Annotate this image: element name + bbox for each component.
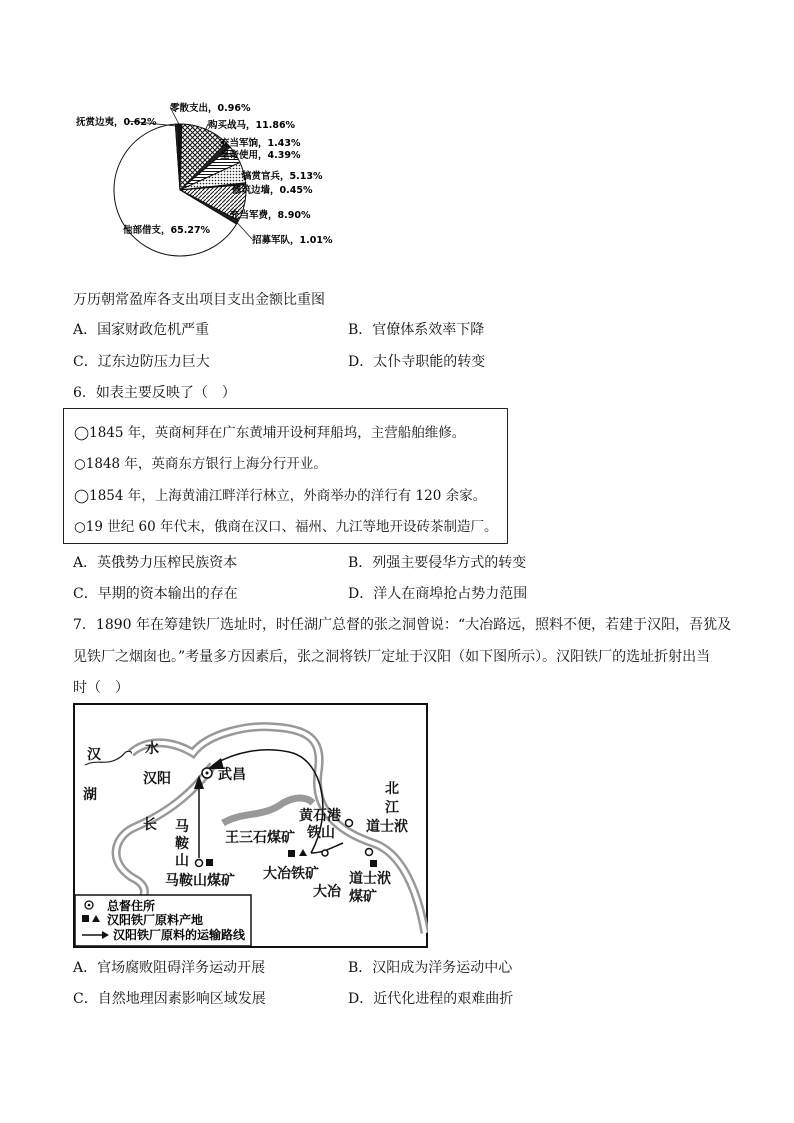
q7-stem-line-1: 7．1890 年在筹建铁厂选址时，时任湖广总督的张之洞曾说：“大冶路远，照料不便，若建于汉阳，吾犹及: [73, 617, 732, 633]
pie-chart: [70, 95, 370, 265]
pie-label-lingsan: 零散支出，0.96%: [170, 103, 251, 114]
map-label-shui: 水: [145, 741, 159, 757]
q7-option-a[interactable]: A．官场腐败阻碍洋务运动开展: [73, 960, 266, 976]
pie-label-zhaomu: 招募军队，1.01%: [252, 235, 333, 246]
q6-stem: 6．如表主要反映了（ ）: [73, 385, 236, 401]
q6-table-box: [63, 408, 508, 544]
map-label-daoshifu-mine-2: 煤矿: [349, 889, 377, 905]
map-label-hanyang: 汉阳: [143, 771, 171, 787]
map-label-bei: 北: [385, 781, 399, 797]
map-label-hu: 湖: [83, 787, 97, 803]
pie-label-tabu: 他部借支，65.27%: [123, 225, 211, 236]
q5-option-c[interactable]: C．辽东边防压力巨大: [73, 354, 210, 370]
legend-mine-label: 汉阳铁厂原料产地: [107, 913, 204, 927]
map-label-shan: 山: [175, 853, 189, 869]
q7-option-c[interactable]: C．自然地理因素影响区域发展: [73, 991, 266, 1007]
q7-option-b[interactable]: B．汉阳成为洋务运动中心: [348, 960, 513, 976]
map-label-chang: 长: [143, 817, 157, 833]
pie-label-xiuzhu: 修筑边墙，0.45%: [232, 185, 313, 196]
daoshifu-city-icon: [366, 849, 373, 856]
huangshigang-city-icon: [346, 820, 353, 827]
pie-label-chongdang-junfei: 充当军费，8.90%: [230, 210, 311, 221]
q6-option-d[interactable]: D．洋人在商埠抢占势力范围: [348, 586, 528, 602]
hanyang-map: [73, 703, 428, 948]
q7-stem-line-2: 见铁厂之烟囱也。”考量多方因素后，张之洞将铁厂定址于汉阳（如下图所示）。汉阳铁厂的选址折射出当: [73, 649, 711, 665]
map-label-daoshifu-mine-1: 道士洑: [349, 871, 391, 887]
q5-option-d[interactable]: D．太仆寺职能的转变: [348, 354, 486, 370]
q6-option-c[interactable]: C．早期的资本输出的存在: [73, 586, 238, 602]
daye-city-icon: [322, 850, 328, 856]
q7-option-d[interactable]: D．近代化进程的艰难曲折: [348, 991, 514, 1007]
pie-label-huangdi: 皇帝使用，4.39%: [220, 150, 301, 161]
map-label-jiang: 江: [385, 800, 399, 816]
chart-caption: 万历朝常盈库各支出项目支出金额比重图: [73, 292, 325, 308]
q6-line-1: ◯1845 年，英商柯拜在广东黄埔开设柯拜船坞，主营船舶维修。: [74, 425, 466, 441]
legend-residence-label: 总督住所: [107, 899, 156, 913]
map-label-maanshan-mine: 马鞍山煤矿: [165, 873, 235, 889]
q5-option-a[interactable]: A．国家财政危机严重: [73, 322, 210, 338]
q6-line-4: ○19 世纪 60 年代末，俄商在汉口、福州、九江等地开设砖茶制造厂。: [74, 519, 498, 535]
maanshan-mine-icon: [206, 859, 213, 866]
legend-route-label: 汉阳铁厂原料的运输路线: [113, 928, 246, 942]
q6-line-2: ○1848 年，英商东方银行上海分行开业。: [74, 456, 327, 472]
legend-residence-dot-icon: [88, 904, 91, 907]
map-label-han: 汉: [87, 747, 101, 763]
pie-leader-7: [236, 221, 252, 239]
governor-residence-dot-icon: [206, 772, 209, 775]
pie-label-goumai: 购买战马，11.86%: [208, 120, 296, 131]
q5-option-b[interactable]: B．官僚体系效率下降: [348, 322, 485, 338]
map-label-tieshan: 铁山: [307, 825, 335, 841]
map-label-huangshigang: 黄石港: [299, 808, 341, 824]
pie-label-kaoshang: 犒赏官兵，5.13%: [242, 171, 323, 182]
map-label-daye: 大冶: [313, 884, 341, 900]
map-label-ma: 马: [175, 819, 189, 835]
pie-label-fushang: 抚赏边夷，0.62%: [76, 117, 157, 128]
map-label-wangsanshi: 王三石煤矿: [225, 830, 295, 846]
map-legend: [75, 895, 251, 946]
map-label-daye-mine: 大冶铁矿: [263, 866, 319, 882]
maanshan-city-icon: [196, 860, 203, 867]
q7-stem-line-3: 时（ ）: [73, 680, 129, 696]
daoshifu-mine-icon: [370, 860, 377, 867]
map-label-an: 鞍: [175, 836, 189, 852]
legend-mine-square-icon: [82, 915, 89, 922]
map-label-daoshifu: 道士洑: [366, 819, 408, 835]
q6-line-3: ◯1854 年，上海黄浦江畔洋行林立，外商举办的洋行有 120 余家。: [74, 488, 487, 504]
wangsanshi-mine-icon: [288, 850, 295, 857]
map-label-wuchang: 武昌: [218, 767, 246, 783]
pie-label-chongdang-junxiang: 充当军饷，1.43%: [220, 138, 301, 149]
q6-option-a[interactable]: A．英俄势力压榨民族资本: [73, 555, 238, 571]
q6-option-b[interactable]: B．列强主要侵华方式的转变: [348, 555, 527, 571]
